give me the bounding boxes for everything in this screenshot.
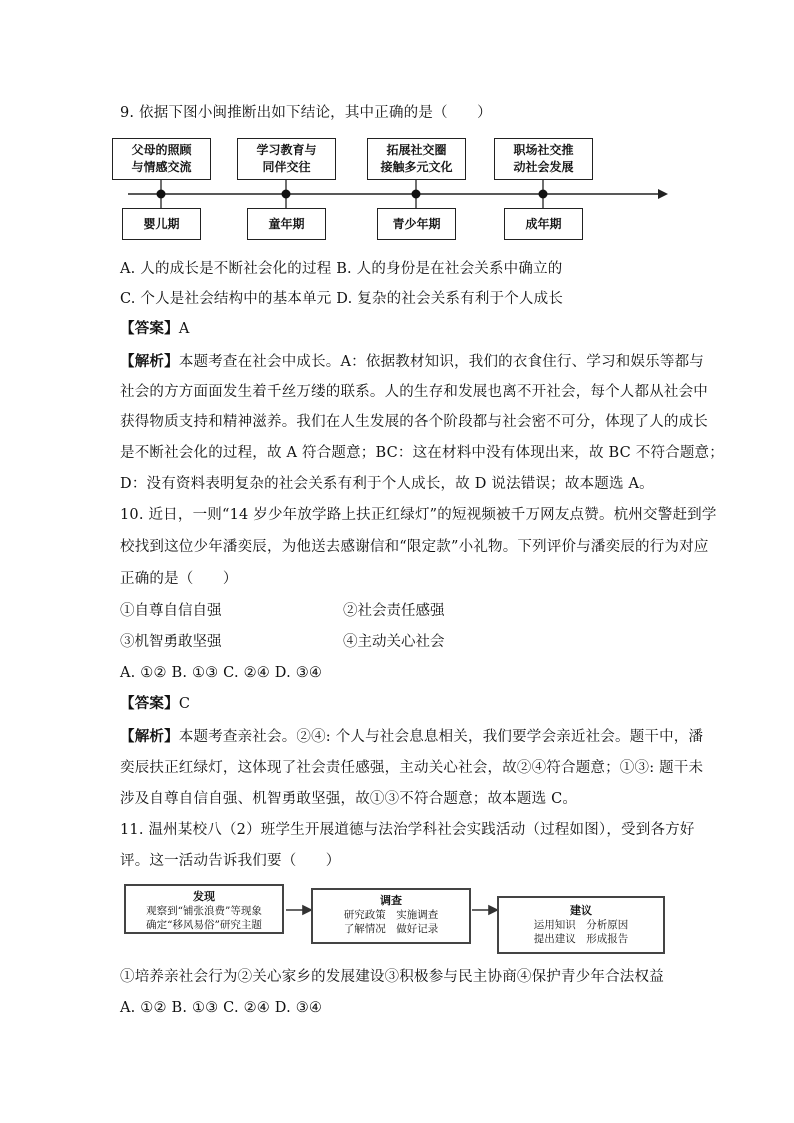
q10-stem-line: 正确的是（ ） (120, 571, 238, 587)
stage-label-youth: 青少年期 (377, 208, 456, 240)
step-title: 调查 (380, 894, 402, 907)
q9-analysis-line: 【解析】本题考查在社会中成长。A：依据教材知识，我们的衣食住行、学习和娱乐等都与 (120, 353, 704, 370)
q11-stem-line: 评。这一活动告诉我们要（ ） (120, 853, 341, 869)
q9-options-ab: A. 人的成长是不断社会化的过程 B. 人的身份是在社会关系中确立的 (120, 261, 563, 277)
arrow-right-icon (489, 906, 497, 914)
q10-options: A. ①② B. ①③ C. ②④ D. ③④ (120, 665, 323, 681)
timeline-dot (412, 190, 421, 199)
stage-desc-infant: 父母的照顾 与情感交流 (112, 138, 211, 180)
q9-stem: 9. 依据下图小闽推断出如下结论，其中正确的是（ ） (120, 105, 492, 121)
q10-item-4: ④主动关心社会 (343, 634, 445, 650)
stage-label-infant: 婴儿期 (122, 208, 201, 240)
q10-item-2: ②社会责任感强 (343, 603, 445, 619)
q9-analysis-line: D：没有资料表明复杂的社会关系有利于个人成长，故 D 说法错误；故本题选 A。 (120, 476, 654, 492)
stage-desc-youth: 拓展社交圈 接触多元文化 (367, 138, 466, 180)
arrow-right-icon (303, 906, 311, 914)
q11-items: ①培养亲社会行为②关心家乡的发展建设③积极参与民主协商④保护青少年合法权益 (120, 969, 664, 985)
q11-stem-line: 11. 温州某校八（2）班学生开展道德与法治学科社会实践活动（过程如图），受到各方好 (120, 822, 695, 838)
q9-answer (120, 319, 680, 339)
timeline-dot (282, 190, 291, 199)
step-title: 发现 (193, 890, 215, 903)
q10-analysis-line: 涉及自尊自信自强、机智勇敢坚强，故①③不符合题意；故本题选 C。 (120, 791, 578, 807)
timeline-dot (539, 190, 548, 199)
q10-item-1: ①自尊自信自强 (120, 603, 222, 619)
q10-stem-line: 10. 近日，一则“14 岁少年放学路上扶正红绿灯”的短视频被千万网友点赞。杭州交警赶到学 (120, 507, 717, 523)
analysis-tag: 【解析】 (120, 728, 179, 745)
q9-analysis-line: 社会的方方面面发生着千丝万缕的联系。人的生存和发展也离不开社会，每个人都从社会中 (120, 384, 708, 400)
q10-analysis-line: 【解析】本题考查亲社会。②④: 个人与社会息息相关，我们要学会亲近社会。题干中，潘 (120, 728, 704, 745)
step-discover-box: 发现 观察到“铺张浪费”等现象 确定“移风易俗”研究主题 (124, 884, 284, 934)
step-suggest-box: 建议 运用知识 分析原因 提出建议 形成报告 (497, 896, 665, 954)
answer-value: C (178, 696, 191, 712)
activity-process-figure (120, 880, 680, 960)
q10-answer (120, 694, 680, 714)
step-investigate-box: 调查 研究政策 实施调查 了解情况 做好记录 (311, 888, 471, 944)
analysis-tag: 【解析】 (120, 353, 179, 370)
stage-desc-child: 学习教育与 同伴交往 (237, 138, 336, 180)
timeline-dot (157, 190, 166, 199)
stage-label-child: 童年期 (247, 208, 326, 240)
answer-value: A (178, 321, 190, 337)
life-stage-figure (120, 130, 680, 250)
q11-options: A. ①② B. ①③ C. ②④ D. ③④ (120, 1000, 323, 1016)
answer-tag: 【答案】 (120, 320, 179, 337)
q9-options-cd: C. 个人是社会结构中的基本单元 D. 复杂的社会关系有利于个人成长 (120, 291, 564, 307)
q10-stem-line: 校找到这位少年潘奕辰，为他送去感谢信和“限定款”小礼物。下列评价与潘奕辰的行为对应 (120, 539, 709, 555)
q9-analysis-line: 获得物质支持和精神滋养。我们在人生发展的各个阶段都与社会密不可分，体现了人的成长 (120, 414, 708, 430)
q10-item-3: ③机智勇敢坚强 (120, 634, 222, 650)
q9-analysis-line: 是不断社会化的过程，故 A 符合题意；BC：这在材料中没有体现出来，故 BC 不符合题意； (120, 445, 724, 461)
answer-tag: 【答案】 (120, 695, 179, 712)
stage-label-adult: 成年期 (504, 208, 583, 240)
stage-desc-adult: 职场社交推 动社会发展 (494, 138, 593, 180)
step-title: 建议 (570, 904, 592, 917)
q10-analysis-line: 奕辰扶正红绿灯，这体现了社会责任感强，主动关心社会，故②④符合题意；①③: 题干未 (120, 760, 704, 776)
